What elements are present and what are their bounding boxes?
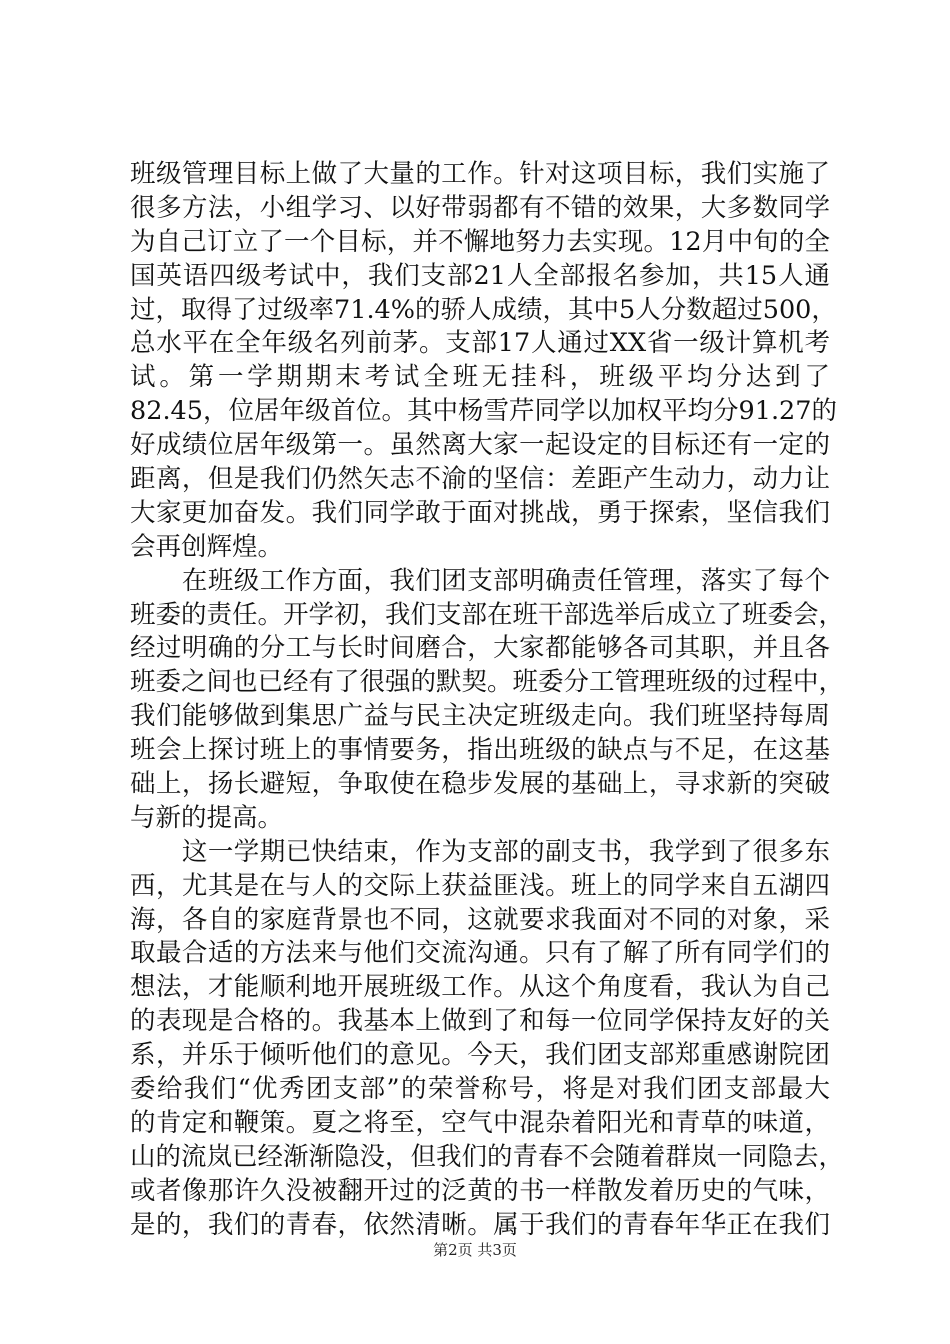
page-footer: 第2页 共3页 (433, 1241, 517, 1259)
text-line: 为自己订立了一个目标，并不懈地努力去实现。12月中旬的全 (130, 226, 830, 257)
text-line: 很多方法，小组学习、以好带弱都有不错的效果，大多数同学 (130, 192, 830, 223)
text-line: 础上，扬长避短，争取使在稳步发展的基础上，寻求新的突破 (130, 769, 830, 800)
text-line: 班级管理目标上做了大量的工作。针对这项目标，我们实施了 (130, 159, 830, 189)
text-line: 总水平在全年级名列前茅。支部17人通过XX省一级计算机考 (130, 328, 830, 359)
text-line: 班会上探讨班上的事情要务，指出班级的缺点与不足，在这基 (130, 735, 830, 766)
text-line: 我们能够做到集思广益与民主决定班级走向。我们班坚持每周 (130, 701, 830, 732)
text-line: 与新的提高。 (130, 802, 284, 833)
text-line: 距离，但是我们仍然矢志不渝的坚信：差距产生动力，动力让 (130, 464, 830, 495)
text-line: 过，取得了过级率71.4%的骄人成绩，其中5人分数超过500， (130, 294, 837, 325)
text-line: 的肯定和鞭策。夏之将至，空气中混杂着阳光和青草的味道， (130, 1107, 830, 1138)
text-line: 或者像那许久没被翻开过的泛黄的书一样散发着历史的气味， (130, 1175, 830, 1206)
text-line: 好成绩位居年级第一。虽然离大家一起设定的目标还有一定的 (130, 430, 830, 461)
text-line: 西，尤其是在与人的交际上获益匪浅。班上的同学来自五湖四 (130, 870, 830, 901)
body-text (130, 158, 845, 1243)
text-line: 大家更加奋发。我们同学敢于面对挑战，勇于探索，坚信我们 (130, 497, 830, 528)
text-line: 国英语四级考试中，我们支部21人全部报名参加，共15人通 (130, 260, 830, 291)
text-line: 会再创辉煌。 (130, 531, 284, 562)
text-line: 想法，才能顺利地开展班级工作。从这个角度看，我认为自己 (130, 972, 830, 1003)
text-line: 海，各自的家庭背景也不同，这就要求我面对不同的对象，采 (130, 904, 830, 935)
text-line: 班委的责任。开学初，我们支部在班干部选举后成立了班委会， (130, 599, 845, 630)
text-line: 这一学期已快结束，作为支部的副支书，我学到了很多东 (130, 836, 830, 867)
text-line: 班委之间也已经有了很强的默契。班委分工管理班级的过程中， (130, 667, 845, 698)
text-line: 82.45，位居年级首位。其中杨雪芹同学以加权平均分91.27的 (130, 396, 838, 427)
text-line: 的表现是合格的。我基本上做到了和每一位同学保持友好的关 (130, 1006, 830, 1037)
text-line: 山的流岚已经渐渐隐没，但我们的青春不会随着群岚一同隐去， (130, 1141, 845, 1172)
text-line: 取最合适的方法来与他们交流沟通。只有了解了所有同学们的 (130, 938, 830, 969)
text-line: 试。第一学期期末考试全班无挂科，班级平均分达到了 (130, 362, 830, 393)
text-line: 系，并乐于倾听他们的意见。今天，我们团支部郑重感谢院团 (130, 1040, 830, 1071)
text-line: 经过明确的分工与长时间磨合，大家都能够各司其职，并且各 (130, 633, 830, 664)
text-line: 委给我们“优秀团支部”的荣誉称号，将是对我们团支部最大 (130, 1074, 830, 1105)
text-line: 在班级工作方面，我们团支部明确责任管理，落实了每个 (130, 565, 830, 596)
text-line: 是的，我们的青春，依然清晰。属于我们的青春年华正在我们 (130, 1209, 830, 1240)
